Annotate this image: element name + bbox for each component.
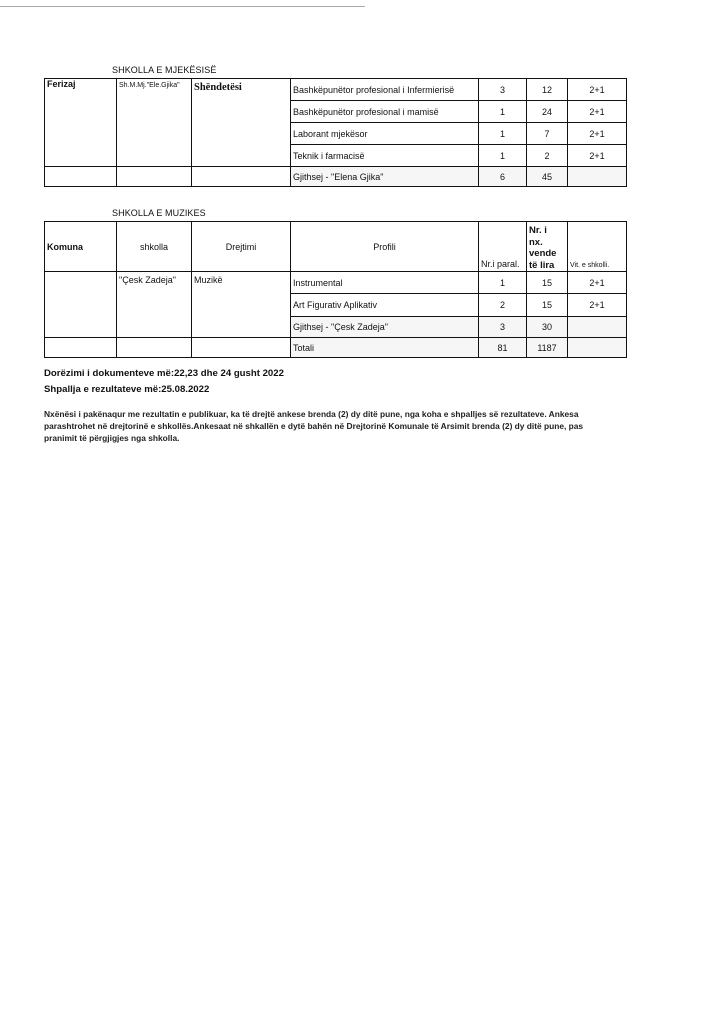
header-vende-line: nx. xyxy=(529,236,543,248)
drejtimi-cell: Muzikë xyxy=(192,272,291,338)
table-muzikes xyxy=(44,221,627,358)
vit-cell: 2+1 xyxy=(568,272,627,294)
total-vit-cell xyxy=(568,167,627,187)
empty-cell xyxy=(192,167,291,187)
profili-cell: Bashkëpunëtor profesional i Infermierisë xyxy=(291,79,479,101)
profili-cell: Art Figurativ Aplikativ xyxy=(291,294,479,317)
vende-cell: 12 xyxy=(527,79,568,101)
vit-cell: 2+1 xyxy=(568,294,627,317)
empty-cell xyxy=(117,167,192,187)
submission-dates: Dorëzimi i dokumenteve më:22,23 dhe 24 gusht 2022 xyxy=(44,368,284,379)
profili-cell: Bashkëpunëtor profesional i mamisë xyxy=(291,101,479,123)
table-mjekesise xyxy=(44,78,627,187)
komuna-cell xyxy=(45,272,117,338)
profili-cell: Laborant mjekësor xyxy=(291,123,479,145)
header-vende xyxy=(527,222,568,272)
shkolla-cell: Sh.M.Mj."Ele.Gjika" xyxy=(117,79,192,167)
vende-cell: 15 xyxy=(527,294,568,317)
header-paralele: Nr.i paral. xyxy=(479,222,527,272)
paralele-cell: 1 xyxy=(479,123,527,145)
vende-cell: 7 xyxy=(527,123,568,145)
subtotal-vende-cell: 30 xyxy=(527,317,568,338)
profili-cell: Instrumental xyxy=(291,272,479,294)
section-title-mjekesise: SHKOLLA E MJEKËSISË xyxy=(112,65,217,75)
paralele-cell: 1 xyxy=(479,145,527,167)
table-row xyxy=(45,79,627,101)
header-row xyxy=(45,222,627,272)
empty-cell xyxy=(192,338,291,358)
results-date: Shpallja e rezultateve më:25.08.2022 xyxy=(44,384,210,395)
komuna-cell: Ferizaj xyxy=(45,79,117,167)
subtotal-paralele-cell: 3 xyxy=(479,317,527,338)
vende-cell: 2 xyxy=(527,145,568,167)
empty-cell xyxy=(568,338,627,358)
empty-cell xyxy=(117,338,192,358)
table-row xyxy=(45,272,627,294)
header-vende-line: vende xyxy=(529,248,557,259)
header-vende-line: Nr. i xyxy=(529,225,547,236)
grand-total-label-cell: Totali xyxy=(291,338,479,358)
header-komuna: Komuna xyxy=(45,222,117,272)
vit-cell: 2+1 xyxy=(568,101,627,123)
vit-cell: 2+1 xyxy=(568,79,627,101)
section-title-muzikes: SHKOLLA E MUZIKES xyxy=(112,208,206,218)
header-vit: Vit. e shkolli. xyxy=(568,222,627,272)
grand-total-vende-cell: 1187 xyxy=(527,338,568,358)
empty-cell xyxy=(568,317,627,338)
total-vende-cell: 45 xyxy=(527,167,568,187)
total-label-cell: Gjithsej - "Elena Gjika" xyxy=(291,167,479,187)
paralele-cell: 1 xyxy=(479,101,527,123)
total-paralele-cell: 6 xyxy=(479,167,527,187)
header-vende-line: të lira xyxy=(529,259,555,271)
scan-top-rule xyxy=(0,6,365,7)
header-profili: Profili xyxy=(291,222,479,272)
subtotal-label-cell: Gjithsej - "Çesk Zadeja" xyxy=(291,317,479,338)
vende-cell: 15 xyxy=(527,272,568,294)
vit-cell: 2+1 xyxy=(568,123,627,145)
vende-cell: 24 xyxy=(527,101,568,123)
paralele-cell: 2 xyxy=(479,294,527,317)
shkolla-cell: "Çesk Zadeja" xyxy=(117,272,192,338)
empty-cell xyxy=(45,167,117,187)
header-drejtimi: Drejtimi xyxy=(192,222,291,272)
drejtimi-cell: Shëndetësi xyxy=(192,79,291,167)
empty-cell xyxy=(45,338,117,358)
grand-total-paralele-cell: 81 xyxy=(479,338,527,358)
vit-cell: 2+1 xyxy=(568,145,627,167)
profili-cell: Teknik i farmacisë xyxy=(291,145,479,167)
paralele-cell: 1 xyxy=(479,272,527,294)
appeal-notice: Nxënësi i pakënaqur me rezultatin e publikuar, ka të drejtë ankese brenda (2) dy ditë pune, nga koha e shpalljes së rezultateve. Ankesa parashtrohet në drejtorinë e shkollës.Ankesaat në shkallën e dytë bahën në Drejtorinë Komunale të Arsimit brenda (2) dy ditë pune, pas pranimit të përgjigjes nga shkolla. xyxy=(44,409,584,444)
header-shkolla: shkolla xyxy=(117,222,192,272)
total-row xyxy=(45,167,627,187)
grand-total-row xyxy=(45,338,627,358)
paralele-cell: 3 xyxy=(479,79,527,101)
